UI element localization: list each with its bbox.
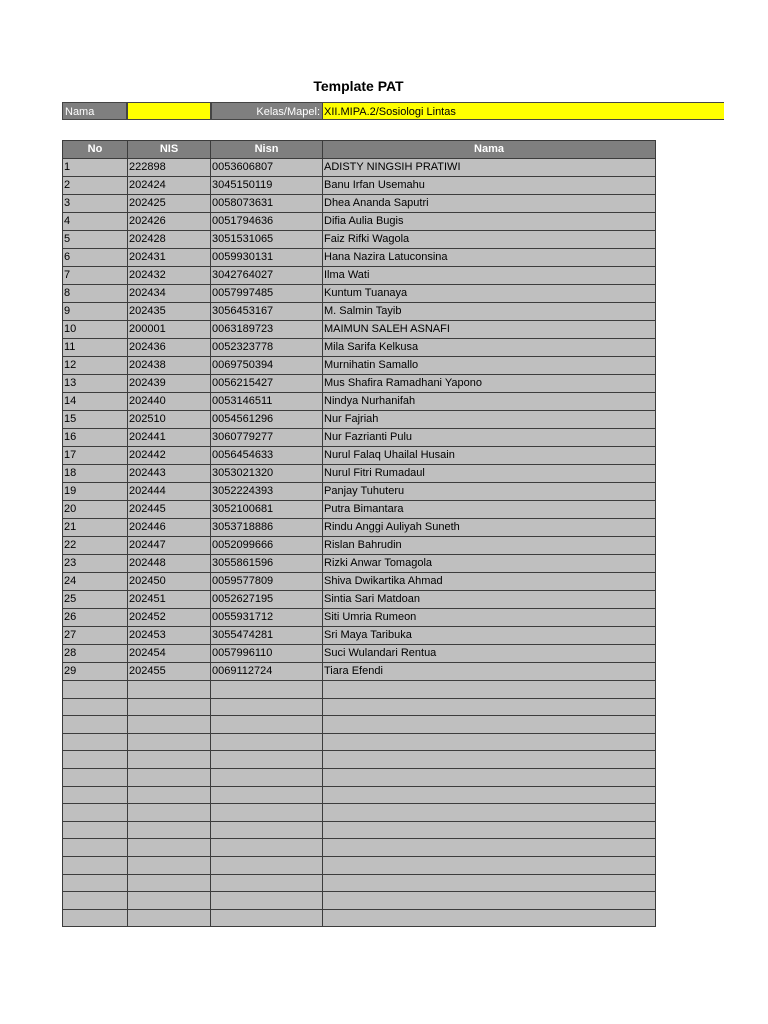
cell-nama[interactable] [323,768,656,786]
cell-nisn[interactable]: 3060779277 [211,429,323,447]
cell-nisn[interactable] [211,716,323,734]
cell-nama[interactable]: Tiara Efendi [323,663,656,681]
cell-nisn[interactable]: 0058073631 [211,195,323,213]
cell-nis[interactable]: 202455 [128,663,211,681]
cell-nis[interactable]: 202445 [128,501,211,519]
table-row [63,892,656,910]
cell-no[interactable]: 17 [63,447,128,465]
cell-nama[interactable] [323,786,656,804]
cell-nama[interactable]: Difia Aulia Bugis [323,213,656,231]
cell-nis[interactable] [128,716,211,734]
cell-no[interactable] [63,733,128,751]
table-row [63,733,656,751]
cell-nisn[interactable] [211,804,323,822]
cell-no[interactable] [63,874,128,892]
cell-nama[interactable]: Nindya Nurhanifah [323,393,656,411]
table-row [63,177,656,195]
cell-nama[interactable]: Hana Nazira Latuconsina [323,249,656,267]
cell-nisn[interactable]: 0055931712 [211,609,323,627]
cell-no[interactable]: 4 [63,213,128,231]
cell-nama[interactable]: Faiz Rifki Wagola [323,231,656,249]
table-row [63,768,656,786]
cell-no[interactable] [63,698,128,716]
cell-no[interactable]: 23 [63,555,128,573]
table-row [63,909,656,927]
cell-nama[interactable]: Mus Shafira Ramadhani Yapono [323,375,656,393]
nama-value-cell[interactable] [127,102,211,120]
cell-no[interactable]: 13 [63,375,128,393]
cell-nisn[interactable] [211,909,323,927]
student-table [62,140,656,927]
cell-nis[interactable]: 202444 [128,483,211,501]
cell-nisn[interactable] [211,786,323,804]
table-row [63,501,656,519]
cell-nis[interactable]: 222898 [128,159,211,177]
cell-nama[interactable]: Nur Fazrianti Pulu [323,429,656,447]
cell-nis[interactable]: 202443 [128,465,211,483]
cell-no[interactable]: 25 [63,591,128,609]
cell-nisn[interactable]: 0057997485 [211,285,323,303]
cell-nama[interactable] [323,681,656,699]
table-row [63,339,656,357]
cell-no[interactable]: 2 [63,177,128,195]
cell-nama[interactable]: Siti Umria Rumeon [323,609,656,627]
table-row [63,357,656,375]
cell-nama[interactable] [323,733,656,751]
cell-no[interactable] [63,909,128,927]
cell-nama[interactable] [323,892,656,910]
cell-nis[interactable]: 202428 [128,231,211,249]
table-row [63,716,656,734]
cell-nama[interactable] [323,716,656,734]
cell-nisn[interactable]: 0063189723 [211,321,323,339]
cell-no[interactable] [63,751,128,769]
cell-nama[interactable]: Nur Fajriah [323,411,656,429]
cell-no[interactable]: 29 [63,663,128,681]
table-row [63,573,656,591]
cell-nama[interactable] [323,856,656,874]
cell-no[interactable]: 6 [63,249,128,267]
cell-no[interactable]: 15 [63,411,128,429]
cell-nisn[interactable] [211,733,323,751]
header-nis: NIS [128,141,211,159]
cell-nis[interactable]: 202434 [128,285,211,303]
cell-nama[interactable]: Kuntum Tuanaya [323,285,656,303]
cell-nama[interactable] [323,909,656,927]
cell-nis[interactable]: 202439 [128,375,211,393]
cell-nama[interactable] [323,874,656,892]
table-row [63,375,656,393]
table-row [63,856,656,874]
table-row [63,411,656,429]
cell-nama[interactable]: ADISTY NINGSIH PRATIWI [323,159,656,177]
table-row [63,645,656,663]
cell-no[interactable] [63,716,128,734]
cell-nisn[interactable]: 0069750394 [211,357,323,375]
cell-nis[interactable]: 202453 [128,627,211,645]
cell-nisn[interactable] [211,751,323,769]
table-row [63,321,656,339]
cell-nisn[interactable]: 0053606807 [211,159,323,177]
cell-nisn[interactable]: 3052224393 [211,483,323,501]
cell-nama[interactable]: Sintia Sari Matdoan [323,591,656,609]
cell-nama[interactable]: MAIMUN SALEH ASNAFI [323,321,656,339]
cell-no[interactable]: 3 [63,195,128,213]
cell-no[interactable]: 18 [63,465,128,483]
cell-nis[interactable] [128,786,211,804]
table-row [63,465,656,483]
cell-nis[interactable] [128,821,211,839]
cell-no[interactable]: 1 [63,159,128,177]
cell-nis[interactable] [128,768,211,786]
cell-nama[interactable] [323,839,656,857]
cell-no[interactable]: 21 [63,519,128,537]
cell-nama[interactable]: Rizki Anwar Tomagola [323,555,656,573]
cell-nisn[interactable] [211,892,323,910]
cell-nis[interactable]: 202431 [128,249,211,267]
cell-no[interactable]: 14 [63,393,128,411]
cell-nis[interactable]: 202446 [128,519,211,537]
cell-nis[interactable]: 202436 [128,339,211,357]
cell-no[interactable]: 8 [63,285,128,303]
cell-nama[interactable] [323,804,656,822]
cell-no[interactable] [63,804,128,822]
table-row [63,681,656,699]
cell-nama[interactable]: Dhea Ananda Saputri [323,195,656,213]
table-row [63,663,656,681]
cell-nama[interactable] [323,698,656,716]
table-row [63,519,656,537]
cell-nis[interactable]: 202440 [128,393,211,411]
cell-nisn[interactable] [211,874,323,892]
cell-no[interactable]: 22 [63,537,128,555]
cell-nama[interactable] [323,751,656,769]
page-title: Template PAT [313,78,404,94]
header-no: No [63,141,128,159]
cell-no[interactable] [63,892,128,910]
cell-nis[interactable] [128,698,211,716]
table-row [63,874,656,892]
header-nama: Nama [323,141,656,159]
cell-no[interactable]: 5 [63,231,128,249]
cell-no[interactable]: 24 [63,573,128,591]
cell-nis[interactable]: 202435 [128,303,211,321]
cell-nis[interactable]: 202441 [128,429,211,447]
cell-nisn[interactable]: 0069112724 [211,663,323,681]
cell-nama[interactable]: Rislan Bahrudin [323,537,656,555]
table-row [63,555,656,573]
cell-no[interactable]: 27 [63,627,128,645]
cell-nisn[interactable]: 3051531065 [211,231,323,249]
cell-nis[interactable] [128,804,211,822]
table-row [63,839,656,857]
cell-nisn[interactable] [211,839,323,857]
cell-nis[interactable]: 202452 [128,609,211,627]
table-row [63,698,656,716]
cell-no[interactable] [63,821,128,839]
cell-nis[interactable]: 202454 [128,645,211,663]
cell-nisn[interactable]: 3053718886 [211,519,323,537]
cell-nis[interactable]: 202424 [128,177,211,195]
cell-no[interactable]: 28 [63,645,128,663]
cell-nis[interactable] [128,874,211,892]
cell-nisn[interactable]: 0053146511 [211,393,323,411]
cell-nisn[interactable]: 0059930131 [211,249,323,267]
info-row [62,102,724,121]
cell-no[interactable]: 12 [63,357,128,375]
cell-nama[interactable]: Putra Bimantara [323,501,656,519]
table-row [63,231,656,249]
cell-nisn[interactable] [211,681,323,699]
cell-nisn[interactable]: 0051794636 [211,213,323,231]
cell-nisn[interactable]: 0057996110 [211,645,323,663]
cell-nis[interactable]: 202438 [128,357,211,375]
cell-nis[interactable] [128,892,211,910]
cell-no[interactable]: 7 [63,267,128,285]
cell-nisn[interactable]: 0052627195 [211,591,323,609]
cell-nisn[interactable]: 0056215427 [211,375,323,393]
cell-nama[interactable]: Banu Irfan Usemahu [323,177,656,195]
cell-nisn[interactable]: 3055861596 [211,555,323,573]
cell-nis[interactable]: 202442 [128,447,211,465]
cell-nis[interactable] [128,681,211,699]
cell-nis[interactable] [128,751,211,769]
cell-nis[interactable]: 202510 [128,411,211,429]
header-nisn: Nisn [211,141,323,159]
cell-no[interactable]: 10 [63,321,128,339]
cell-nisn[interactable] [211,821,323,839]
cell-nis[interactable] [128,839,211,857]
nama-label: Nama [62,102,127,120]
cell-nis[interactable]: 200001 [128,321,211,339]
cell-nis[interactable]: 202432 [128,267,211,285]
cell-nisn[interactable]: 0054561296 [211,411,323,429]
cell-nama[interactable] [323,821,656,839]
table-row [63,483,656,501]
cell-no[interactable] [63,786,128,804]
table-row [63,249,656,267]
table-row [63,429,656,447]
kelas-label: Kelas/Mapel: [211,102,323,120]
cell-nis[interactable]: 202447 [128,537,211,555]
cell-no[interactable]: 9 [63,303,128,321]
cell-nisn[interactable]: 3056453167 [211,303,323,321]
cell-nisn[interactable]: 0052099666 [211,537,323,555]
table-row [63,213,656,231]
table-row [63,393,656,411]
cell-no[interactable]: 20 [63,501,128,519]
cell-nis[interactable] [128,856,211,874]
table-row [63,751,656,769]
cell-nama[interactable]: Shiva Dwikartika Ahmad [323,573,656,591]
cell-nisn[interactable] [211,768,323,786]
table-row [63,195,656,213]
table-row [63,786,656,804]
table-row [63,804,656,822]
cell-nama[interactable]: Nurul Falaq Uhailal Husain [323,447,656,465]
table-row [63,537,656,555]
cell-no[interactable]: 16 [63,429,128,447]
cell-nama[interactable]: Murnihatin Samallo [323,357,656,375]
cell-nis[interactable]: 202451 [128,591,211,609]
cell-no[interactable] [63,856,128,874]
cell-nisn[interactable]: 3052100681 [211,501,323,519]
cell-nisn[interactable]: 0059577809 [211,573,323,591]
cell-nisn[interactable]: 3045150119 [211,177,323,195]
cell-nama[interactable]: Ilma Wati [323,267,656,285]
cell-nama[interactable]: Nurul Fitri Rumadaul [323,465,656,483]
cell-nis[interactable]: 202450 [128,573,211,591]
table-row [63,609,656,627]
table-row [63,285,656,303]
cell-nis[interactable]: 202426 [128,213,211,231]
cell-no[interactable] [63,768,128,786]
cell-nisn[interactable]: 3042764027 [211,267,323,285]
cell-nisn[interactable] [211,856,323,874]
cell-nis[interactable]: 202425 [128,195,211,213]
table-row [63,627,656,645]
cell-nama[interactable]: Panjay Tuhuteru [323,483,656,501]
table-row [63,821,656,839]
cell-no[interactable]: 11 [63,339,128,357]
table-row [63,447,656,465]
table-row [63,591,656,609]
cell-nisn[interactable]: 0056454633 [211,447,323,465]
cell-nama[interactable]: M. Salmin Tayib [323,303,656,321]
cell-nisn[interactable]: 3053021320 [211,465,323,483]
cell-nisn[interactable]: 0052323778 [211,339,323,357]
cell-nisn[interactable]: 3055474281 [211,627,323,645]
cell-nama[interactable]: Sri Maya Taribuka [323,627,656,645]
table-row [63,159,656,177]
cell-nama[interactable]: Suci Wulandari Rentua [323,645,656,663]
cell-no[interactable] [63,681,128,699]
cell-no[interactable]: 26 [63,609,128,627]
cell-nis[interactable]: 202448 [128,555,211,573]
table-row [63,267,656,285]
cell-nama[interactable]: Rindu Anggi Auliyah Suneth [323,519,656,537]
cell-nis[interactable] [128,909,211,927]
cell-nis[interactable] [128,733,211,751]
cell-nama[interactable]: Mila Sarifa Kelkusa [323,339,656,357]
table-header-row [63,141,656,159]
cell-nisn[interactable] [211,698,323,716]
table-row [63,303,656,321]
cell-no[interactable]: 19 [63,483,128,501]
kelas-value-cell[interactable]: XII.MIPA.2/Sosiologi Lintas [323,102,724,120]
cell-no[interactable] [63,839,128,857]
